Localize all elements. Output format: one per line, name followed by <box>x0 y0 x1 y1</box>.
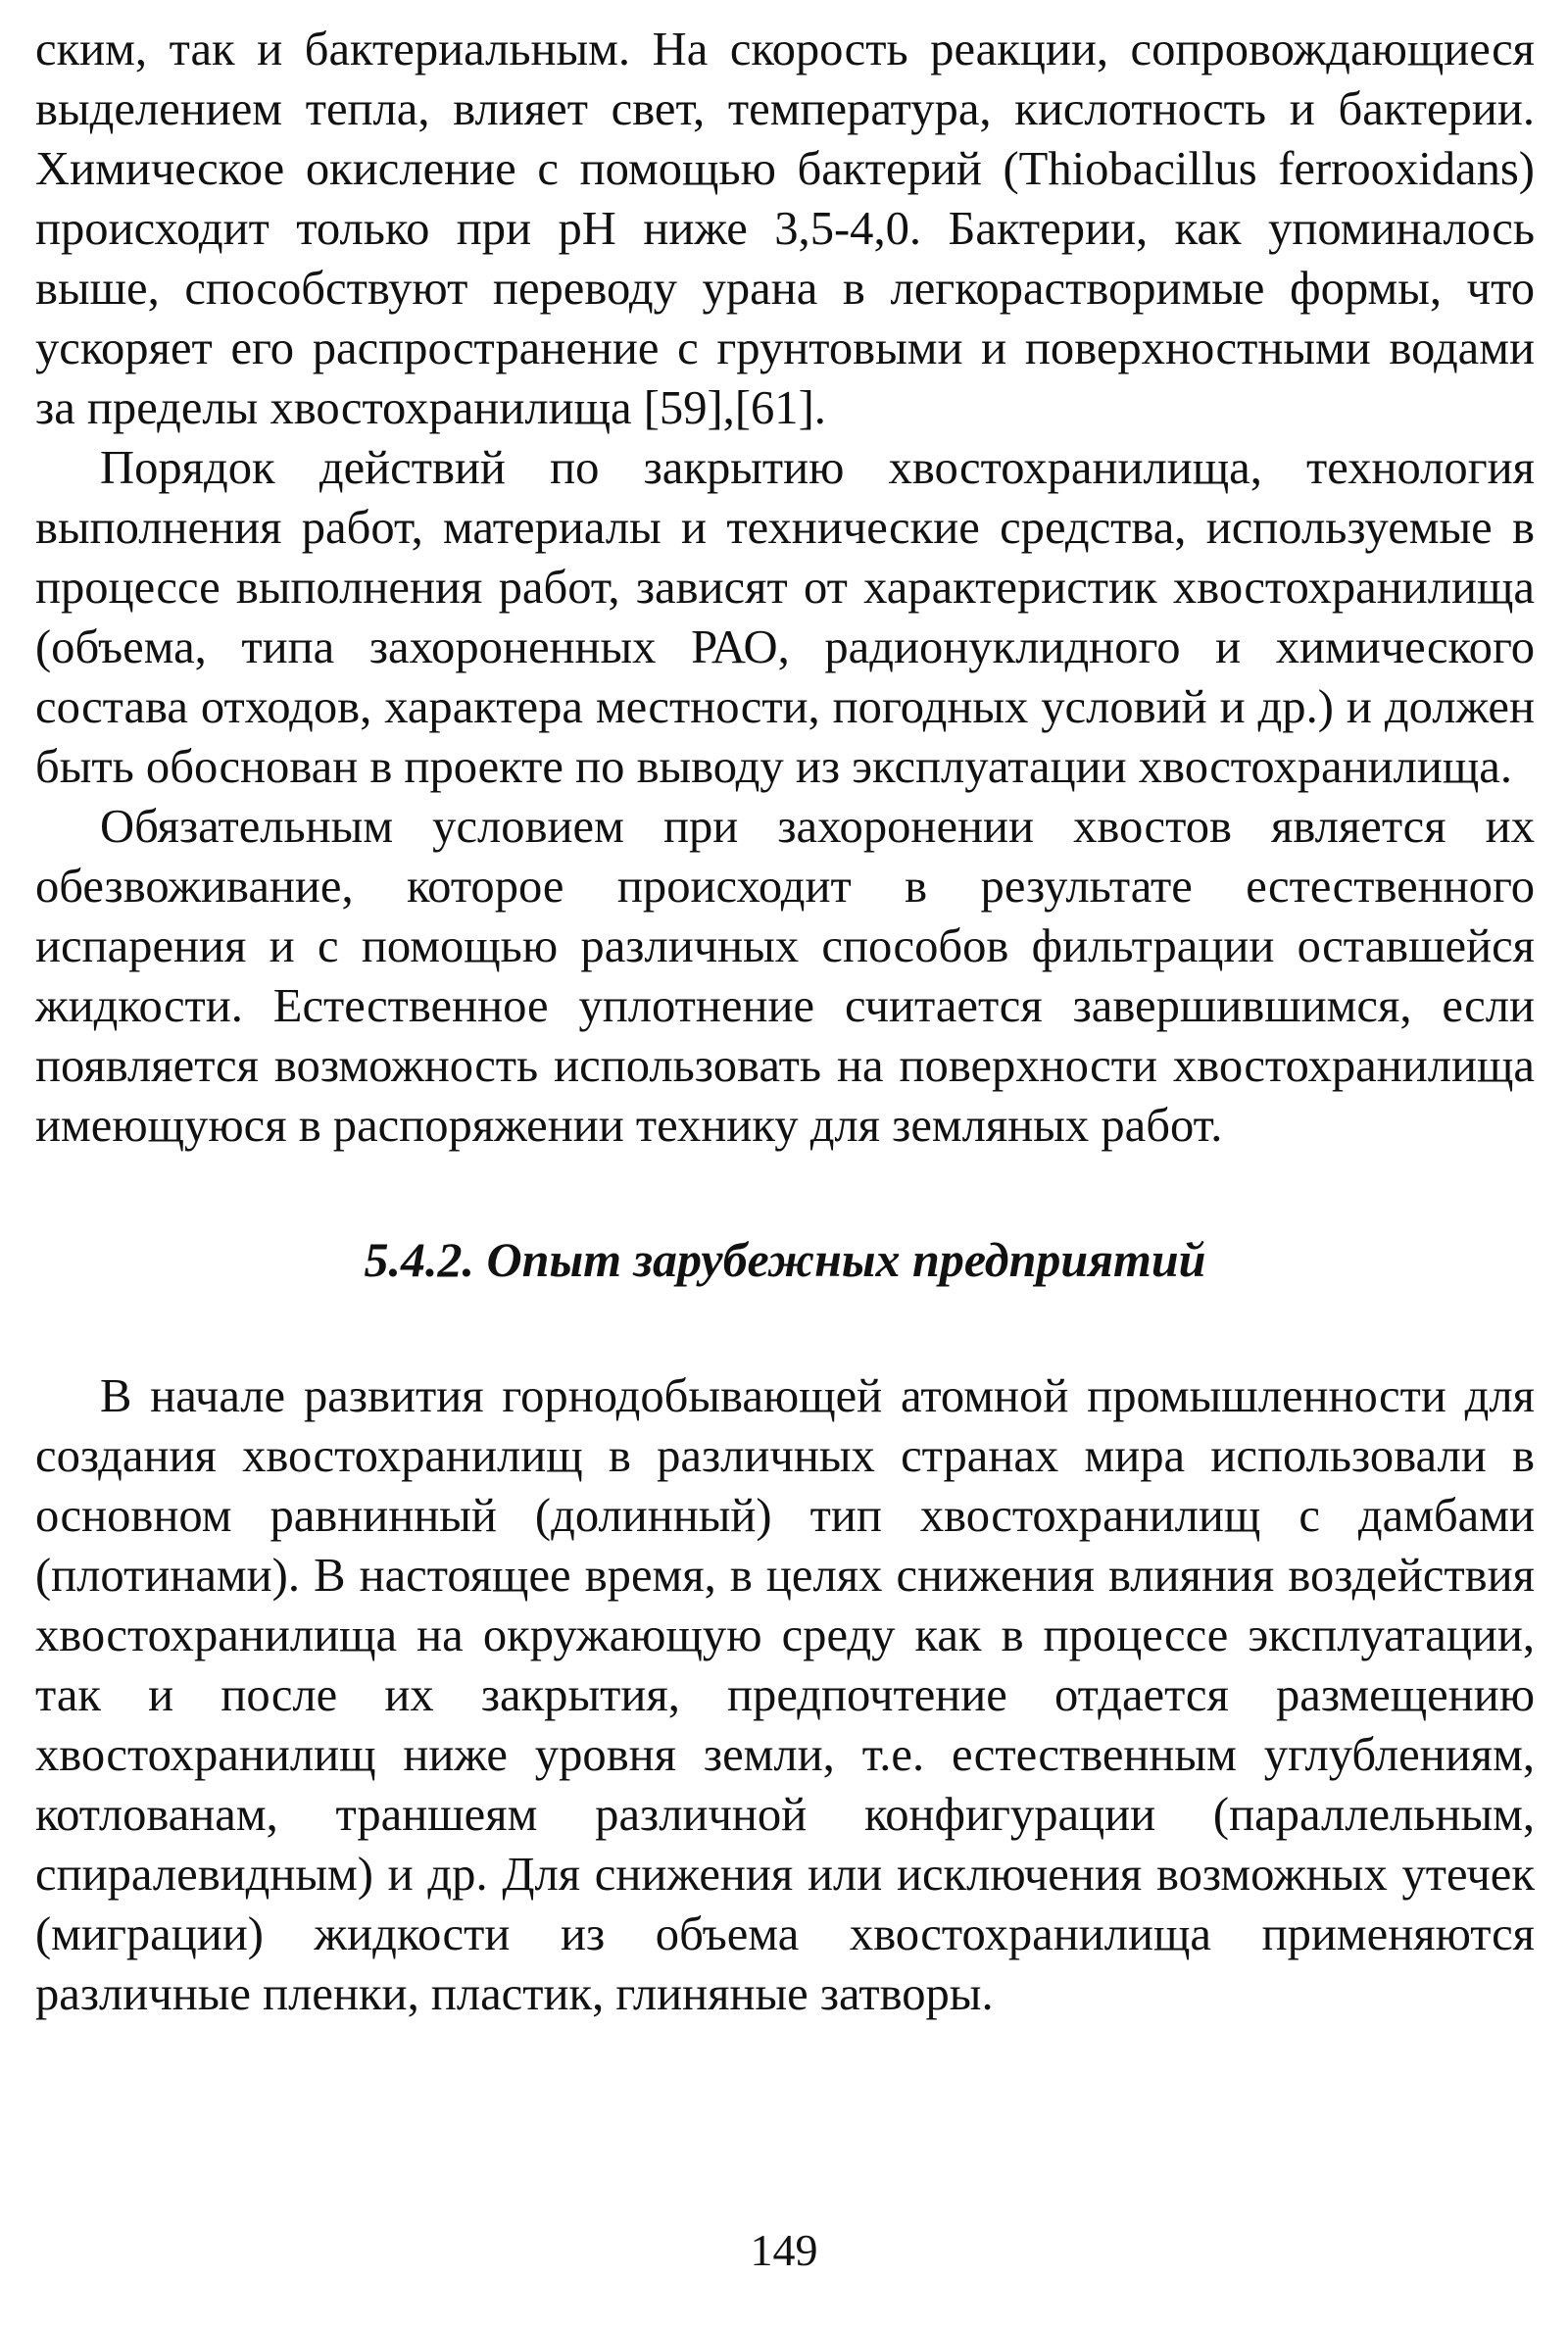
paragraph-dewatering: Обязательным условием при захоронении хвостов является их обезвоживание, которое происходит в результате естественного испарения и с помощью различных способов фильтрации оставшейся жидкости. Естественное уплотнение считается завершившимся, если появляется возможность использовать на поверхности хвостохранилища имеющуюся в распоряжении технику для земляных работ. <box>35 800 1535 1152</box>
section-heading: 5.4.2. Опыт зарубежных предприятий <box>364 1232 1206 1287</box>
paragraph-foreign-experience: В начале развития горнодобывающей атомной промышленности для создания хвостохранилищ в различных странах мира использовали в основном равнинный (долинный) тип хвостохранилищ с дамбами (плотинами). В настоящее время, в целях снижения влияния воздействия хвостохранилища на окружающую среду как в процессе эксплуатации, так и после их закрытия, предпочтение отдается размещению хвостохранилищ ниже уровня земли, т.е. естественным углублениям, котлованам, траншеям различной конфигурации (параллельным, спиралевидным) и др. Для снижения или исключения возможных утечек (миграции) жидкости из объема хвостохранилища применяются различные пленки, пластик, глиняные затворы. <box>35 1369 1535 2020</box>
paragraph-continuation: ским, так и бактериальным. На скорость реакции, сопровождающиеся выделением тепла, влияет свет, температура, кислотность и бактерии. Химическое окисление с помощью бактерий (Thiobacillus ferrooxidans) происходит только при pH ниже 3,5-4,0. Бактерии, как упоминалось выше, способствуют переводу урана в легкорастворимые формы, что ускоряет его распространение с грунтовыми и поверхностными водами за пределы хвостохранилища [59],[61]. <box>35 23 1535 434</box>
paragraph-closure-procedure: Порядок действий по закрытию хвостохранилища, технология выполнения работ, материалы и технические средства, используемые в процессе выполнения работ, зависят от характеристик хвостохранилища (объема, типа захороненных РАО, радионуклидного и химического состава отходов, характера местности, погодных условий и др.) и должен быть обоснован в проекте по выводу из эксплуатации хвостохранилища. <box>35 441 1535 793</box>
text-body <box>35 20 1535 2024</box>
page-number: 149 <box>750 2225 818 2275</box>
